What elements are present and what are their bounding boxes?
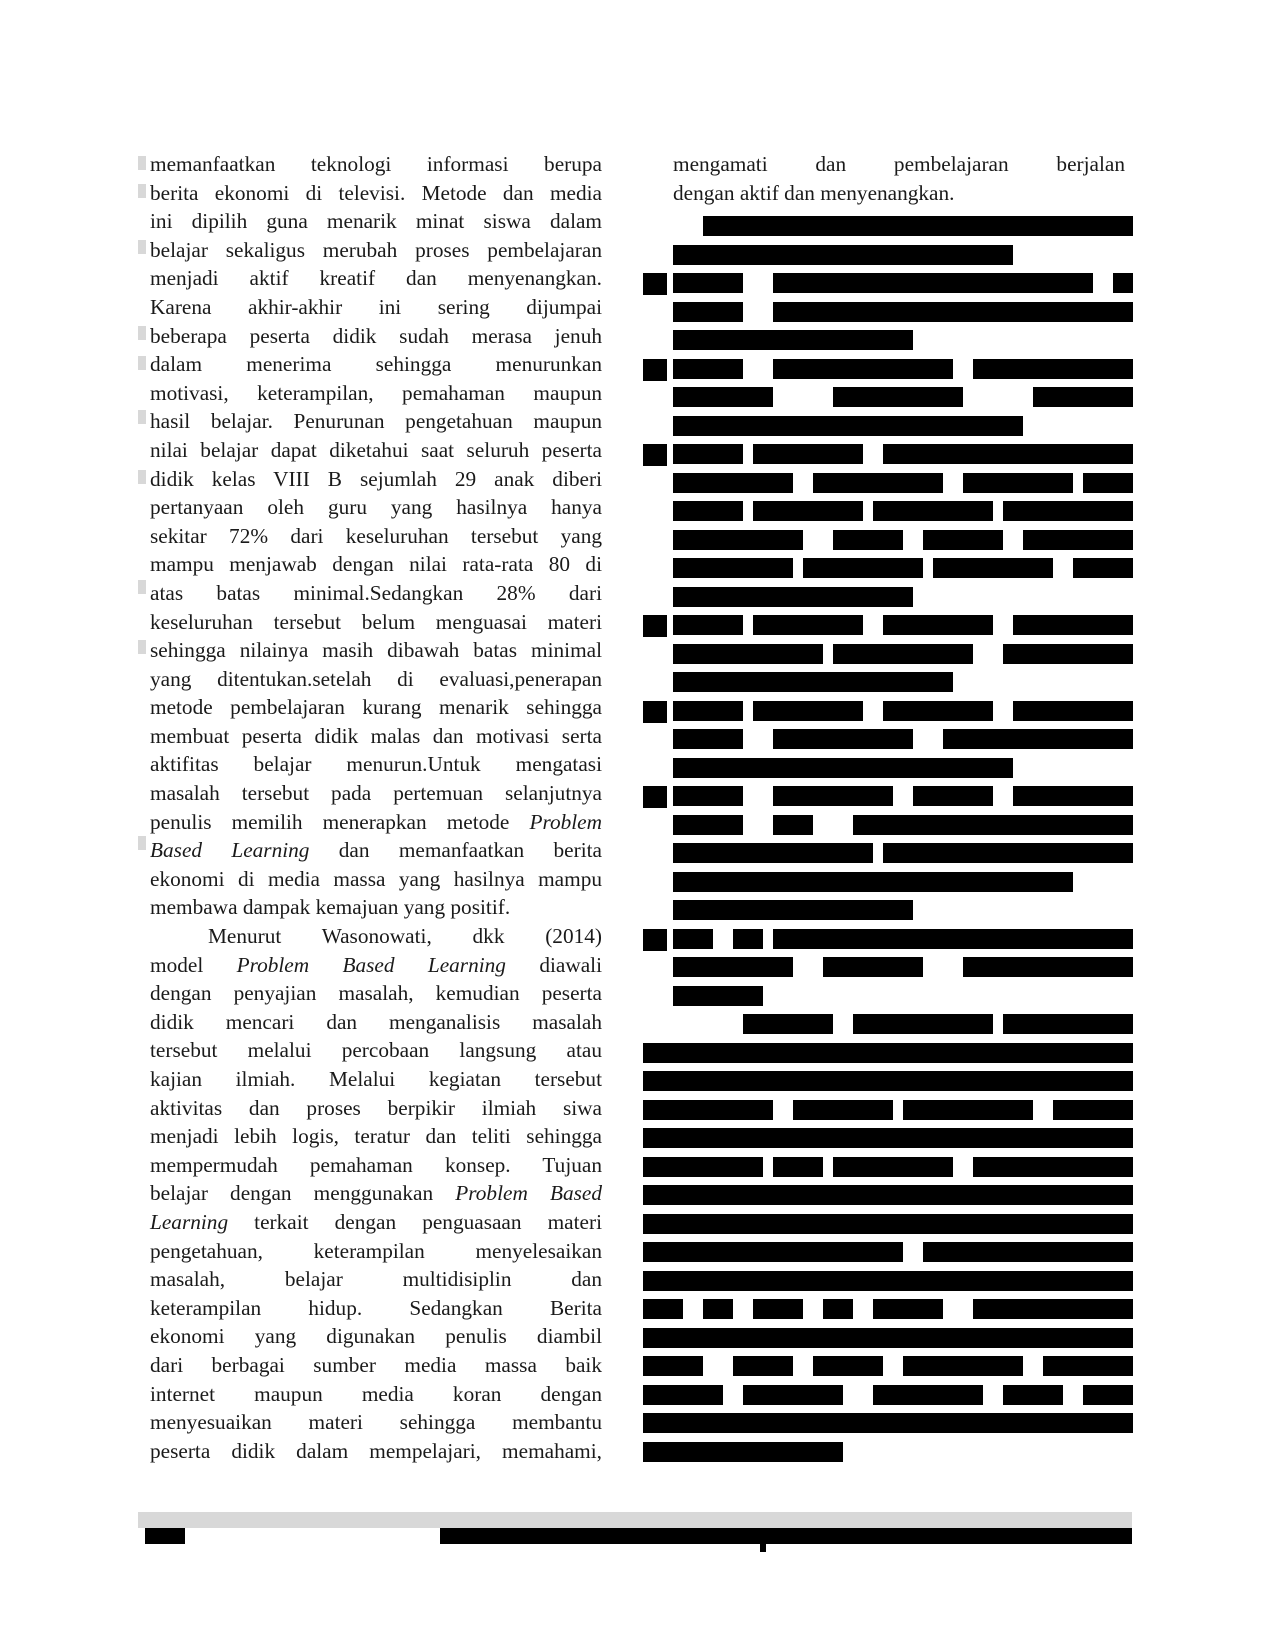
redaction-bar [673,929,713,949]
redaction-bar [823,957,923,977]
redacted-row [673,697,1133,726]
text-line: berita ekonomi di televisi. Metode dan media [150,180,602,205]
redaction-bar [813,1356,883,1376]
redaction-bar [673,900,913,920]
text-line-with-italic [150,951,602,980]
redaction-bar [673,986,763,1006]
redaction-bar [873,1299,943,1319]
text-line: metode pembelajaran kurang menarik sehingga [150,695,602,720]
redaction-bar [963,957,1133,977]
text-line-with-italic [150,1208,602,1237]
redaction-bar [833,387,963,407]
redaction-bar [773,729,913,749]
redacted-row [673,1238,1133,1267]
redaction-bar [773,786,893,806]
redaction-bar [643,1100,703,1120]
redaction-bar [673,729,743,749]
redaction-bar [773,273,973,293]
text-line: pertanyaan oleh guru yang hasilnya hanya [150,495,602,520]
redaction-bar [673,644,823,664]
text-line: yang ditentukan.setelah di evaluasi,penerapan [150,666,602,691]
redacted-row [673,953,1133,982]
redacted-row [673,241,1133,270]
redacted-list-number [643,273,667,295]
redaction-bar [1113,273,1133,293]
redacted-row [673,583,1133,612]
redaction-bar [643,1242,903,1262]
redaction-bar [1083,473,1133,493]
redacted-row [673,1039,1133,1068]
redaction-bar [673,786,743,806]
margin-mark [138,470,146,484]
text-line-with-italic [150,1179,602,1208]
redaction-bar [673,330,913,350]
text-line: dalam menerima sehingga menurunkan [150,352,602,377]
redaction-bar [1013,615,1133,635]
redaction-bar [673,758,1013,778]
redaction-bar [1033,387,1133,407]
redacted-list-number [643,444,667,466]
text-line-with-italic [150,836,602,865]
redaction-bar [933,558,1053,578]
redaction-bar [643,1185,1133,1205]
redacted-row [673,925,1133,954]
text-line: belajar sekaligus merubah proses pembelajaran [150,237,602,262]
redacted-row [673,298,1133,327]
text-line: hasil belajar. Penurunan pengetahuan maupun [150,409,602,434]
italic-term: Problem [529,809,602,834]
redacted-list-number [643,929,667,951]
redacted-row [673,269,1133,298]
redacted-row [673,811,1133,840]
text-segment: dan memanfaatkan berita [309,838,602,863]
text-line: dengan penyajian masalah, kemudian peserta [150,981,602,1006]
redaction-bar [673,245,1013,265]
footer-band [138,1512,1132,1528]
text-line: kajian ilmiah. Melalui kegiatan tersebut [150,1067,602,1091]
redaction-bar [823,1299,853,1319]
redacted-row [673,1295,1133,1324]
italic-term [150,838,309,862]
redaction-bar [643,1356,703,1376]
redaction-bar [793,1100,893,1120]
redaction-bar [1013,786,1133,806]
text-segment: penulis memilih menerapkan metode [150,809,530,834]
redacted-row [673,212,1133,241]
text-line: masalah, belajar multidisiplin dan [150,1267,602,1292]
redaction-bar [973,359,1033,379]
margin-mark [138,356,146,370]
redacted-row [673,1153,1133,1182]
redaction-bar [673,473,793,493]
redaction-bar [1003,1385,1063,1405]
redaction-bar [673,302,743,322]
redaction-bar [753,501,863,521]
redaction-bar [643,1299,683,1319]
redaction-bar [753,1299,803,1319]
redaction-bar [813,473,943,493]
redaction-bar [703,1100,773,1120]
redacted-row [673,554,1133,583]
redaction-bar [673,615,743,635]
redaction-bar [643,1271,1133,1291]
redacted-row [673,839,1133,868]
paragraph-pbl-definition [150,922,602,1465]
margin-mark [138,184,146,198]
redaction-bar [923,1242,1133,1262]
redacted-list-number [643,615,667,637]
redaction-bar [733,929,763,949]
text-line: mempermudah pemahaman konsep. Tujuan [150,1152,602,1177]
redaction-bar [643,1128,1133,1148]
redaction-bar [673,273,743,293]
redacted-row [673,1124,1133,1153]
redaction-bar [803,558,923,578]
paragraph-intro [150,150,602,922]
text-line: memanfaatkan teknologi informasi berupa [150,152,602,176]
redaction-bar [1043,1356,1133,1376]
redaction-bar [673,672,953,692]
text-segment: Learning [231,838,310,863]
redaction-bar [833,530,903,550]
redaction-bar [673,843,873,863]
redacted-list-number [643,701,667,723]
redaction-bar [643,1214,1133,1234]
redaction-bar [673,416,1023,436]
redaction-bar [643,1071,1133,1091]
text-line: masalah tersebut pada pertemuan selanjutnya [150,781,602,806]
left-column [150,150,602,1465]
right-column [673,150,1125,207]
redaction-bar [883,701,993,721]
redacted-row [673,1324,1133,1353]
redaction-bar [913,786,993,806]
redacted-list-block [673,212,1133,1466]
redacted-row [673,896,1133,925]
redaction-bar [853,1014,993,1034]
redacted-row [673,1381,1133,1410]
redaction-bar [1013,701,1133,721]
redaction-bar [643,1157,763,1177]
text-segment: diawali [505,952,602,977]
redaction-bar [923,530,1003,550]
text-line: menjadi aktif kreatif dan menyenangkan. [150,266,602,291]
redacted-row [673,526,1133,555]
redaction-bar [833,644,973,664]
redacted-row [673,611,1133,640]
redacted-row [673,1409,1133,1438]
text-line: dengan aktif dan menyenangkan. [673,180,955,205]
redaction-bar [773,815,813,835]
redaction-bar [643,1328,1133,1348]
text-line: motivasi, keterampilan, pemahaman maupun [150,380,602,405]
redaction-bar [643,1442,843,1462]
redacted-journal-info [440,1528,1132,1544]
redaction-bar [673,558,793,578]
text-line: ekonomi yang digunakan penulis diambil [150,1324,602,1349]
redaction-bar [963,473,1073,493]
margin-mark [138,640,146,654]
redaction-bar [773,1157,823,1177]
text-segment: belajar dengan menggunakan [150,1181,456,1206]
redaction-bar [1053,1100,1133,1120]
redaction-bar [703,216,1133,236]
redaction-bar [733,1356,793,1376]
redaction-bar [743,1014,833,1034]
redacted-row [673,1067,1133,1096]
text-line: membuat peserta didik malas dan motivasi serta [150,723,602,748]
redaction-artifact [760,1540,766,1552]
redacted-row [673,782,1133,811]
redacted-row [673,469,1133,498]
text-line: keterampilan hidup. Sedangkan Berita [150,1295,602,1320]
redacted-row [673,1352,1133,1381]
redaction-bar [973,1157,1133,1177]
redaction-bar [1003,644,1133,664]
redaction-bar [873,1385,983,1405]
redaction-bar [873,501,993,521]
text-line: sehingga nilainya masih dibawah batas minimal [150,638,602,663]
redacted-row [673,383,1133,412]
text-line: ini dipilih guna menarik minat siswa dalam [150,209,602,234]
redacted-row [673,868,1133,897]
redaction-bar [673,501,743,521]
redacted-row [673,1438,1133,1467]
redaction-bar [643,1413,1133,1433]
text-segment: Based [150,838,203,863]
redaction-bar [753,615,863,635]
text-line: pengetahuan, keterampilan menyelesaikan [150,1238,602,1263]
redacted-row [673,725,1133,754]
text-line: beberapa peserta didik sudah merasa jenuh [150,323,602,348]
text-segment: model [150,952,237,977]
text-line: aktivitas dan proses berpikir ilmiah siwa [150,1095,602,1120]
redaction-bar [773,929,1133,949]
italic-term: Problem Based Learning [236,952,506,977]
text-line: didik kelas VIII B sejumlah 29 anak diberi [150,466,602,491]
redaction-bar [933,302,1133,322]
redaction-bar [673,387,773,407]
text-line: internet maupun media koran dengan [150,1381,602,1406]
redaction-bar [753,444,863,464]
text-line: sekitar 72% dari keseluruhan tersebut yang [150,523,602,548]
redaction-bar [883,843,1133,863]
text-line: menjadi lebih logis, teratur dan teliti sehingga [150,1124,602,1149]
redaction-bar [1083,1385,1133,1405]
redacted-row [673,982,1133,1011]
text-line: ekonomi di media massa yang hasilnya mampu [150,866,602,891]
redacted-row [673,1181,1133,1210]
redaction-bar [903,1356,1023,1376]
margin-mark [138,410,146,424]
text-line-with-italic [150,808,602,837]
text-line: membawa dampak kemajuan yang positif. [150,895,511,920]
italic-term: Problem Based [455,1181,602,1206]
redacted-row [673,355,1133,384]
redaction-bar [943,729,1133,749]
text-segment: terkait dengan penguasaan materi [228,1209,602,1234]
text-line: nilai belajar dapat diketahui saat seluruh peserta [150,437,602,462]
redaction-bar [883,615,993,635]
redaction-bar [743,1385,843,1405]
margin-mark [138,326,146,340]
redaction-bar [833,1157,953,1177]
redaction-bar [643,1043,1133,1063]
redaction-bar [673,530,803,550]
redaction-bar [673,359,743,379]
redacted-row [673,326,1133,355]
redacted-row [673,497,1133,526]
text-line: Menurut Wasonowati, dkk (2014) [208,924,602,949]
redaction-bar [1073,558,1133,578]
redaction-bar [673,587,913,607]
text-line: tersebut melalui percobaan langsung atau [150,1038,602,1063]
text-line: menyesuaikan materi sehingga membantu [150,1410,602,1435]
text-line: mampu menjawab dengan nilai rata-rata 80 di [150,552,602,577]
redaction-bar [773,359,953,379]
redacted-row [673,754,1133,783]
text-line: mengamati dan pembelajaran berjalan [673,152,1125,176]
text-line: peserta didik dalam mempelajari, memahami, [150,1438,602,1463]
text-line: keseluruhan tersebut belum menguasai materi [150,609,602,634]
margin-mark [138,580,146,594]
redaction-bar [673,872,1073,892]
text-line: Karena akhir-akhir ini sering dijumpai [150,294,602,319]
redaction-bar [673,815,743,835]
margin-mark [138,156,146,170]
text-line: atas batas minimal.Sedangkan 28% dari [150,580,602,605]
redacted-row [673,440,1133,469]
redaction-bar [1033,359,1133,379]
redacted-row [673,668,1133,697]
redacted-row [673,640,1133,669]
italic-term: Learning [150,1209,229,1234]
redaction-bar [973,1299,1133,1319]
redaction-bar [1003,501,1133,521]
redaction-bar [1003,1014,1133,1034]
text-line: aktifitas belajar menurun.Untuk mengatasi [150,752,602,777]
redaction-bar [753,701,863,721]
redaction-bar [853,815,1133,835]
redacted-row [673,1010,1133,1039]
redaction-bar [973,273,1093,293]
redacted-row [673,1210,1133,1239]
redaction-bar [673,701,743,721]
redacted-row [673,1096,1133,1125]
redacted-row [673,412,1133,441]
margin-mark [138,836,146,850]
redacted-list-number [643,359,667,381]
redacted-row [673,1267,1133,1296]
redaction-bar [773,302,933,322]
redaction-bar [903,1100,1033,1120]
redacted-list-number [643,786,667,808]
text-line: didik mencari dan menganalisis masalah [150,1009,602,1034]
redaction-bar [673,444,743,464]
text-line: dari berbagai sumber media massa baik [150,1352,602,1377]
redaction-bar [703,1299,733,1319]
redaction-bar [883,444,1133,464]
redaction-bar [643,1385,723,1405]
redacted-page-number [145,1528,185,1544]
redaction-bar [673,957,793,977]
margin-mark [138,240,146,254]
redaction-bar [1023,530,1133,550]
